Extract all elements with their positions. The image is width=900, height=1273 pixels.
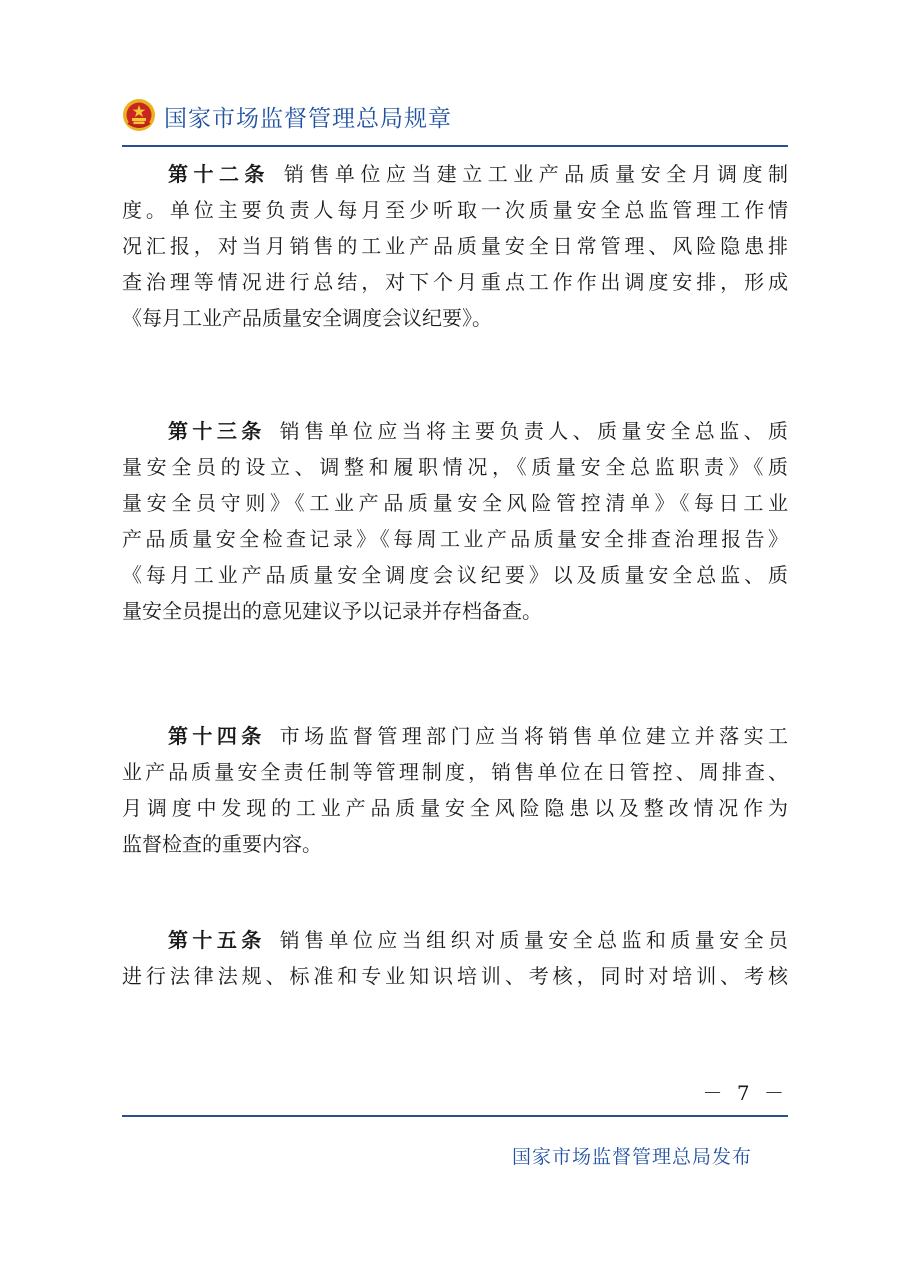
header-title: 国家市场监督管理总局规章 — [164, 106, 452, 132]
article-number: 第十三条 — [168, 419, 266, 443]
article-line: 量安全员守则》《工业产品质量安全风险管控清单》《每日工业 — [122, 491, 788, 515]
article-line: 况汇报，对当月销售的工业产品质量安全日常管理、风险隐患排 — [122, 234, 788, 258]
article-14 — [122, 718, 788, 862]
article-number: 第十五条 — [168, 928, 266, 952]
article-number: 第十二条 — [168, 162, 270, 186]
article-13 — [122, 413, 788, 629]
footer-publisher: 国家市场监督管理总局发布 — [511, 1146, 752, 1168]
article-line: 《每月工业产品质量安全调度会议纪要》。 — [122, 306, 492, 330]
article-line: 量安全员的设立、调整和履职情况，《质量安全总监职责》《质 — [122, 455, 788, 479]
page-header — [122, 98, 788, 142]
article-line: 第十三条 销售单位应当将主要负责人、质量安全总监、质 — [168, 419, 788, 443]
article-line: 查治理等情况进行总结，对下个月重点工作作出调度安排，形成 — [122, 270, 788, 294]
footer-divider — [122, 1115, 788, 1117]
article-line: 《每月工业产品质量安全调度会议纪要》以及质量安全总监、质 — [122, 563, 788, 587]
article-line: 第十四条 市场监督管理部门应当将销售单位建立并落实工 — [168, 724, 788, 748]
article-12 — [122, 156, 788, 336]
article-number: 第十四条 — [168, 724, 266, 748]
page-number: － 7 － — [702, 1081, 788, 1105]
national-emblem-icon — [122, 98, 156, 132]
article-line: 度。单位主要负责人每月至少听取一次质量安全总监管理工作情 — [122, 198, 788, 222]
header-divider — [122, 145, 788, 147]
article-15 — [122, 922, 788, 994]
article-line: 量安全员提出的意见建议予以记录并存档备查。 — [122, 599, 542, 623]
article-line: 监督检查的重要内容。 — [122, 832, 322, 856]
article-line: 产品质量安全检查记录》《每周工业产品质量安全排查治理报告》 — [122, 527, 788, 551]
article-line: 业产品质量安全责任制等管理制度，销售单位在日管控、周排查、 — [122, 760, 788, 784]
article-line: 第十二条 销售单位应当建立工业产品质量安全月调度制 — [168, 162, 788, 186]
article-line: 进行法律法规、标准和专业知识培训、考核，同时对培训、考核 — [122, 964, 788, 988]
article-line: 月调度中发现的工业产品质量安全风险隐患以及整改情况作为 — [122, 796, 788, 820]
article-line: 第十五条 销售单位应当组织对质量安全总监和质量安全员 — [168, 928, 788, 952]
